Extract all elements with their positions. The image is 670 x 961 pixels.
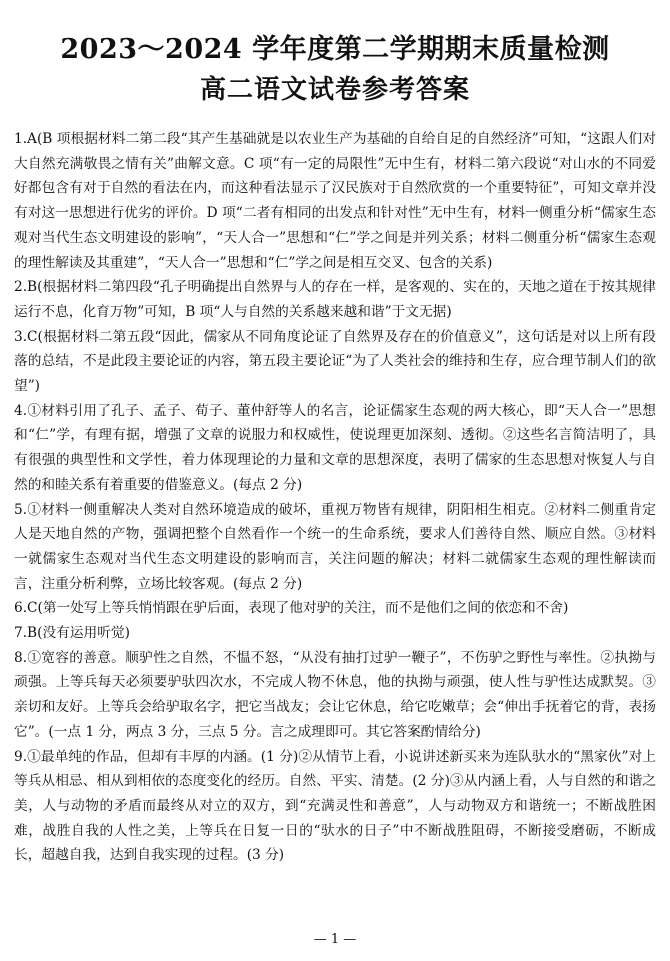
answer-list [14, 127, 656, 868]
answer-item-2: 2.B(根据材料二第四段“孔子明确提出自然界与人的存在一样，是客观的、实在的，天地之道在于按其规律运行不息，化育万物”可知，B 项“人与自然的关系越来越和谐”于文无据) [14, 279, 656, 320]
answer-item-6: 6.C(第一处写上等兵悄悄跟在驴后面，表现了他对驴的关注，而不是他们之间的依恋和不舍) [14, 600, 569, 617]
page-number: — 1 — [313, 932, 357, 947]
answer-item-5: 5.①材料一侧重解决人类对自然环境造成的破坏，重视万物皆有规律，阴阳相生相克。②材料二侧重肯定人是天地自然的产物，强调把整个自然看作一个统一的生命系统，要求人们善待自然、顺应自然。③材料一就儒家生态观对当代生态文明建设的影响而言，关注问题的解决；材料二就儒家生态观的理性解读而言，注重分析利弊，立场比较客观。(每点 2 分) [14, 501, 656, 592]
document-subtitle: 高二语文试卷参考答案 [199, 75, 470, 105]
answer-item-9: 9.①最单纯的作品，但却有丰厚的内涵。(1 分)②从情节上看，小说讲述新买来为连队驮水的“黑家伙”对上等兵从相忌、相从到相依的态度变化的经历。自然、平实、清楚。(2 分)③从内涵上看，人与自然的和谐之美，人与动物的矛盾而最终从对立的双方，到“充满灵性和善意”，人与动物双方和谐统一；不断战胜困难，战胜自我的人性之美，上等兵在日复一日的“驮水的日子”中不断战胜阻碍，不断接受磨砺，不断成长，超越自我，达到自我实现的过程。(3 分) [14, 748, 656, 864]
answer-item-4: 4.①材料引用了孔子、孟子、荀子、董仲舒等人的名言，论证儒家生态观的两大核心，即“天人合一”思想和“仁”学，有理有据，增强了文章的说服力和权威性，使说理更加深刻、透彻。②这些名言简洁明了，具有很强的典型性和文学性，着力体现理论的力量和文章的思想深度，表明了儒家的生态思想对恢复人与自然的和睦关系有着重要的借鉴意义。(每点 2 分) [14, 402, 656, 493]
answer-item-7: 7.B(没有运用听觉) [14, 625, 130, 642]
document-title: 2023～2024 学年度第二学期期末质量检测 [60, 34, 610, 65]
answer-item-8: 8.①宽容的善意。顺驴性之自然，不愠不怒，“从没有抽打过驴一鞭子”，不伤驴之野性与率性。②执拗与顽强。上等兵每天必须要驴驮四次水，不完成人物不休息，他的执拗与顽强，使人性与驴性达成默契。③亲切和友好。上等兵会给驴取名字，把它当战友；会让它休息，给它吃嫩草；会“伸出手抚着它的背，表扬它”。(一点 1 分，两点 3 分，三点 5 分。言之成理即可。其它答案酌情给分) [14, 649, 656, 740]
answer-item-3: 3.C(根据材料二第五段“因此，儒家从不同角度论证了自然界及存在的价值意义”，这句话是对以上所有段落的总结，不是此段主要论证的内容，第五段主要论证“为了人类社会的维持和生存，应合理节制人们的欲望”) [14, 328, 656, 395]
answer-item-1: 1.A(B 项根据材料二第二段“其产生基础就是以农业生产为基础的自给自足的自然经济”可知，“这跟人们对大自然充满敬畏之情有关”曲解文意。C 项“有一定的局限性”无中生有，材料二第六段说“对山水的不同爱好都包含有对于自然的看法在内，而这种看法显示了汉民族对于自然欣赏的一个重要特征”，可知文章并没有对这一思想进行优劣的评价。D 项“二者有相同的出发点和针对性”无中生有，材料一侧重分析“儒家生态观对当代生态文明建设的影响”，“天人合一”思想和“仁”学之间是并列关系；材料二侧重分析“儒家生态观的理性解读及其重建”，“天人合一”思想和“仁”学之间是相互交叉、包含的关系) [14, 131, 656, 271]
